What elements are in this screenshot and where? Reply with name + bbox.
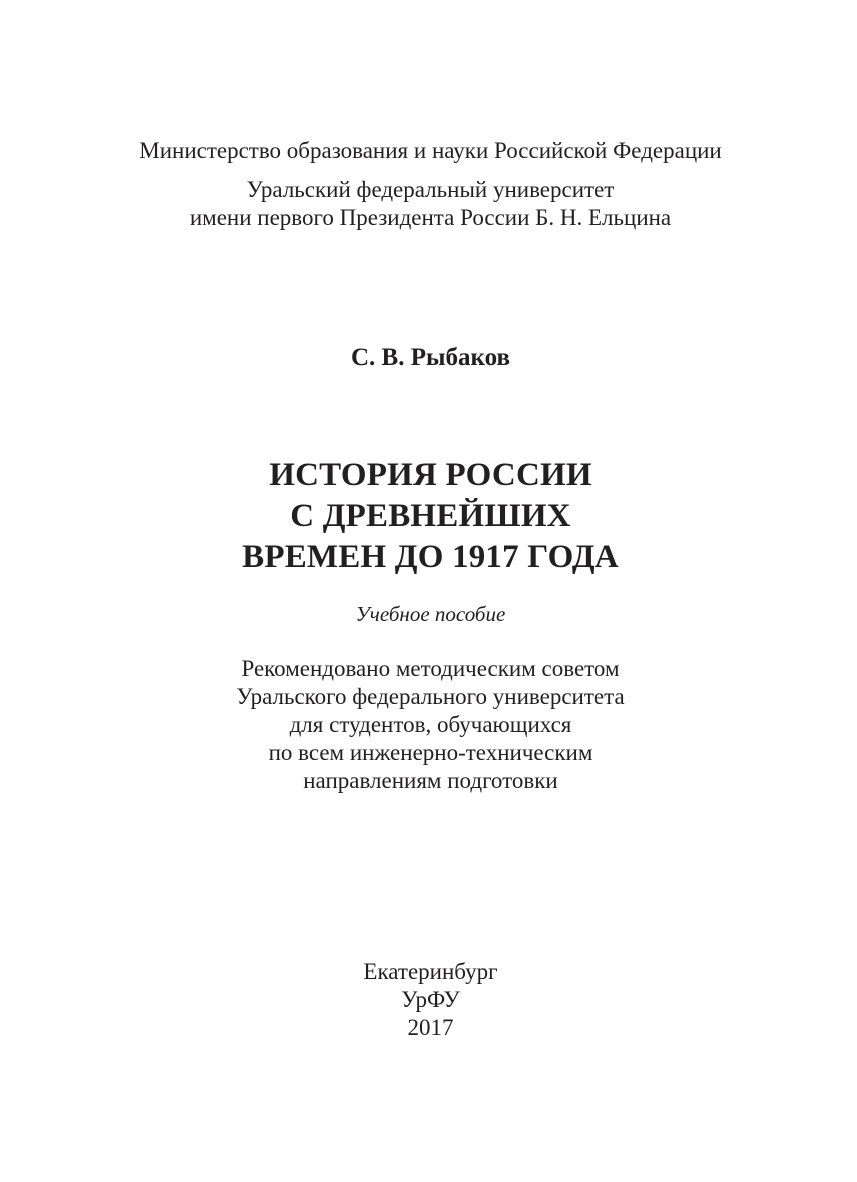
imprint-year: 2017 <box>407 1015 454 1040</box>
university-name-line-2: имени первого Президента России Б. Н. Ельцина <box>189 205 672 230</box>
recommendation-line-5: направлениям подготовки <box>303 768 558 793</box>
ministry-name: Министерство образования и науки Российской Федерации <box>139 138 722 163</box>
author-name: С. В. Рыбаков <box>351 344 510 371</box>
imprint-city: Екатеринбург <box>363 959 498 984</box>
university-name-line-1: Уральский федеральный университет <box>246 177 615 202</box>
imprint-publisher: УрФУ <box>401 987 460 1012</box>
recommendation-line-2: Уральского федерального университета <box>236 684 625 709</box>
recommendation-line-3: для студентов, обучающихся <box>289 712 572 737</box>
recommendation-line-1: Рекомендовано методическим советом <box>241 656 620 681</box>
book-title-line-2: С ДРЕВНЕЙШИХ <box>290 498 571 534</box>
book-title-line-3: ВРЕМЕН ДО 1917 ГОДА <box>242 539 619 575</box>
book-title-line-1: ИСТОРИЯ РОССИИ <box>269 457 592 493</box>
recommendation-line-4: по всем инженерно-техническим <box>268 740 593 765</box>
book-subtitle: Учебное пособие <box>355 602 506 626</box>
